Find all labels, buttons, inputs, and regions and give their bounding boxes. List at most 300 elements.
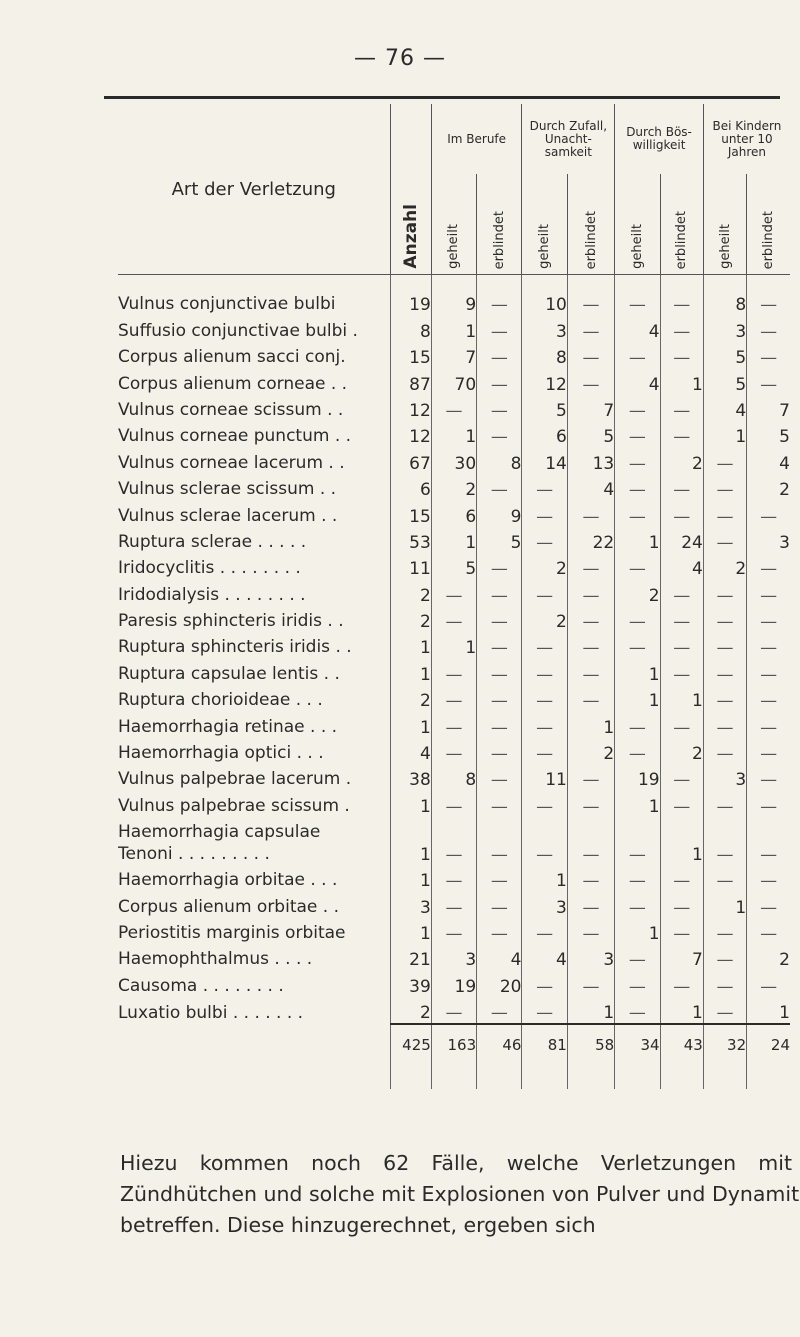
row-value: — [431,997,476,1024]
row-value: — [747,342,790,368]
row-value: 1 [390,790,431,816]
row-value: — [703,527,746,553]
row-value: — [615,447,660,473]
row-value: 5 [431,553,476,579]
row-value: — [747,817,790,865]
table-row [118,891,790,917]
row-value: — [477,790,522,816]
row-value: — [615,970,660,996]
row-value: 13 [567,447,614,473]
row-value: 3 [747,527,790,553]
row-value: — [477,738,522,764]
row-value: — [477,632,522,658]
subheader-geheilt: geheilt [615,174,660,275]
row-value: — [747,764,790,790]
row-value: — [703,970,746,996]
row-value: 1 [615,658,660,684]
row-value: — [431,606,476,632]
row-value: — [522,579,567,605]
row-value: — [477,891,522,917]
table-row [118,658,790,684]
row-value: 24 [660,527,703,553]
row-value: — [522,632,567,658]
row-value: 1 [660,368,703,394]
row-value: 19 [615,764,660,790]
row-value: 2 [522,606,567,632]
row-value: — [477,579,522,605]
table-row [118,790,790,816]
row-value: 2 [660,447,703,473]
row-value: — [747,970,790,996]
row-value: — [567,970,614,996]
row-value: — [703,711,746,737]
row-value: 22 [567,527,614,553]
row-value: — [567,865,614,891]
total-value: 81 [522,1024,567,1065]
row-value: 1 [567,997,614,1024]
row-value: 5 [747,421,790,447]
row-label: Vulnus palpebrae scissum . [118,795,350,816]
row-label: Ruptura capsulae lentis . . [118,663,340,684]
row-value: — [615,997,660,1024]
row-value: 8 [477,447,522,473]
row-label: Vulnus sclerae scissum . . [118,479,337,500]
row-value: — [477,289,522,315]
row-value: 6 [522,421,567,447]
row-value: 14 [522,447,567,473]
row-value: 2 [390,685,431,711]
row-value: — [660,315,703,341]
row-value: 7 [431,342,476,368]
table-row [118,447,790,473]
row-value: 15 [390,342,431,368]
row-value: — [522,474,567,500]
row-value: — [477,711,522,737]
subheader-erblindet: erblindet [567,174,614,275]
row-value: 5 [522,395,567,421]
row-value: — [477,764,522,790]
table-row [118,970,790,996]
table-row [118,289,790,315]
row-value: — [747,738,790,764]
table-row [118,421,790,447]
row-value: 19 [390,289,431,315]
row-value: — [747,865,790,891]
row-value: — [477,997,522,1024]
row-value: — [660,606,703,632]
row-label: Vulnus corneae scissum . . [118,399,344,420]
row-value: — [660,579,703,605]
row-value: — [615,553,660,579]
group-header-kinder: Bei Kindern unter 10 Jahren [703,104,790,174]
row-value: 70 [431,368,476,394]
row-value: — [477,342,522,368]
row-value: 7 [660,944,703,970]
row-value: 5 [703,368,746,394]
column-header-anzahl: Anzahl [390,104,431,275]
row-value: — [660,918,703,944]
total-value: 46 [477,1024,522,1065]
row-label: Iridodialysis . . . . . . . . [118,584,306,605]
row-value: 1 [431,315,476,341]
row-value: — [431,395,476,421]
row-value: 21 [390,944,431,970]
row-value: 1 [431,632,476,658]
table-row [118,500,790,526]
row-label: Causoma . . . . . . . . [118,975,284,996]
row-value: — [477,865,522,891]
column-header-art: Art der Verletzung [118,104,390,275]
row-value: 5 [477,527,522,553]
row-value: — [522,970,567,996]
row-value: — [477,606,522,632]
row-value: — [703,817,746,865]
row-value: 38 [390,764,431,790]
row-label: Vulnus conjunctivae bulbi [118,294,336,315]
row-value: — [615,395,660,421]
row-value: 5 [703,342,746,368]
row-value: — [615,421,660,447]
row-value: 3 [431,944,476,970]
row-value: 39 [390,970,431,996]
row-value: — [660,632,703,658]
row-value: — [660,421,703,447]
row-value: — [703,865,746,891]
total-value: 425 [390,1024,431,1065]
row-value: 2 [747,474,790,500]
row-value: — [477,421,522,447]
row-value: — [660,711,703,737]
row-value: — [567,918,614,944]
row-value: 1 [703,891,746,917]
row-value: 4 [477,944,522,970]
row-value: 8 [390,315,431,341]
row-value: 12 [390,421,431,447]
row-value: — [477,817,522,865]
row-value: 3 [522,891,567,917]
total-value: 58 [567,1024,614,1065]
row-label: Haemorrhagia retinae . . . [118,716,338,737]
row-value: — [431,790,476,816]
row-value: 2 [390,606,431,632]
row-value: — [660,342,703,368]
tail-row [118,1065,790,1089]
row-value: — [703,918,746,944]
row-value: — [660,658,703,684]
row-value: 5 [567,421,614,447]
row-value: — [747,790,790,816]
row-value: — [522,918,567,944]
total-value: 24 [747,1024,790,1065]
subheader-geheilt: geheilt [431,174,476,275]
row-value: 53 [390,527,431,553]
row-value: 2 [615,579,660,605]
total-value: 32 [703,1024,746,1065]
row-value: — [522,527,567,553]
row-label: Periostitis marginis orbitae [118,922,346,943]
row-value: — [703,632,746,658]
table-row [118,685,790,711]
row-value: 6 [390,474,431,500]
table-row [118,817,790,865]
table-row [118,711,790,737]
row-label: Haemorrhagia orbitae . . . [118,870,338,891]
paragraph-line: betreffen. Diese hinzugerechnet, ergeben sich [120,1213,596,1237]
row-value: — [615,606,660,632]
group-header-zufall: Durch Zufall, Unacht- samkeit [522,104,615,174]
row-value: — [431,738,476,764]
row-value: 4 [522,944,567,970]
row-value: 2 [567,738,614,764]
row-value: — [431,685,476,711]
row-label: Iridocyclitis . . . . . . . . [118,558,301,579]
row-value: 15 [390,500,431,526]
row-value: — [615,711,660,737]
row-value: 2 [390,997,431,1024]
row-value: 4 [615,368,660,394]
table-row [118,865,790,891]
body-paragraph [120,1148,800,1241]
row-value: — [747,368,790,394]
table-row [118,579,790,605]
row-label: Vulnus corneae lacerum . . [118,452,345,473]
row-value: 30 [431,447,476,473]
row-value: — [660,970,703,996]
row-value: 12 [522,368,567,394]
table-row [118,944,790,970]
row-value: — [567,790,614,816]
row-value: — [522,817,567,865]
group-header-beruf: Im Berufe [431,104,522,174]
row-value: — [615,289,660,315]
row-label: Ruptura sclerae . . . . . [118,531,307,552]
row-value: — [431,918,476,944]
row-value: — [567,342,614,368]
table-row [118,474,790,500]
row-value: — [522,790,567,816]
table-row [118,395,790,421]
row-value: — [477,658,522,684]
row-value: 2 [522,553,567,579]
table-row [118,606,790,632]
row-value: — [747,606,790,632]
injury-statistics-table [118,104,790,1089]
row-value: — [567,606,614,632]
row-value: — [522,711,567,737]
row-value: — [567,553,614,579]
row-value: — [615,474,660,500]
row-value: 3 [703,315,746,341]
row-value: — [615,500,660,526]
subheader-erblindet: erblindet [477,174,522,275]
row-value: — [703,606,746,632]
row-value: — [703,738,746,764]
row-value: 8 [431,764,476,790]
row-value: 2 [703,553,746,579]
row-label: Vulnus palpebrae lacerum . [118,769,352,790]
row-value: 87 [390,368,431,394]
row-value: — [567,817,614,865]
row-value: — [747,632,790,658]
table-row [118,764,790,790]
row-value: 1 [615,918,660,944]
row-value: — [522,685,567,711]
row-label: Haemophthalmus . . . . [118,949,313,970]
row-value: 6 [431,500,476,526]
row-value: 9 [431,289,476,315]
row-value: — [567,579,614,605]
row-value: 20 [477,970,522,996]
row-value: 8 [703,289,746,315]
row-value: — [615,944,660,970]
row-value: — [703,944,746,970]
total-value: 163 [431,1024,476,1065]
subheader-erblindet: erblindet [660,174,703,275]
row-value: — [567,368,614,394]
group-header-boeswilligkeit: Durch Bös- willigkeit [615,104,704,174]
table-row [118,918,790,944]
table-row [118,368,790,394]
row-value: — [567,685,614,711]
row-value: — [660,500,703,526]
row-value: — [477,553,522,579]
total-value: 43 [660,1024,703,1065]
table-row [118,342,790,368]
row-value: 8 [522,342,567,368]
row-value: 1 [431,527,476,553]
row-value: — [747,500,790,526]
row-value: — [431,579,476,605]
row-value: 1 [615,527,660,553]
row-value: — [747,553,790,579]
paragraph-line: Zündhütchen und solche mit Explosionen von Pulver und Dynamit [120,1182,800,1206]
row-value: — [747,685,790,711]
row-label: Haemorrhagia optici . . . [118,743,324,764]
row-value: — [660,289,703,315]
row-value: 1 [660,817,703,865]
row-value: — [615,865,660,891]
row-value: — [747,918,790,944]
row-label: Ruptura sphincteris iridis . . [118,637,352,658]
row-value: 2 [660,738,703,764]
row-label: Corpus alienum orbitae . . [118,896,339,917]
row-value: — [615,817,660,865]
row-label: Corpus alienum corneae . . [118,373,348,394]
row-value: — [567,289,614,315]
row-value: — [615,891,660,917]
row-value: — [615,342,660,368]
row-value: — [567,764,614,790]
row-value: 7 [747,395,790,421]
row-value: — [703,790,746,816]
row-value: 1 [615,685,660,711]
row-value: 4 [747,447,790,473]
row-label: Vulnus sclerae lacerum . . [118,505,338,526]
row-value: — [747,315,790,341]
spacer-row [118,275,790,290]
row-value: — [522,658,567,684]
row-value: — [567,500,614,526]
row-value: 2 [431,474,476,500]
row-value: — [477,474,522,500]
row-value: 4 [615,315,660,341]
row-value: — [431,891,476,917]
row-value: — [567,891,614,917]
subheader-erblindet: erblindet [747,174,790,275]
row-value: — [522,997,567,1024]
row-value: — [703,500,746,526]
row-value: 4 [660,553,703,579]
row-label: Paresis sphincteris iridis . . [118,611,344,632]
row-value: 10 [522,289,567,315]
row-value: — [431,658,476,684]
row-value: 1 [390,817,431,865]
row-value: 12 [390,395,431,421]
table-row [118,632,790,658]
row-value: — [703,658,746,684]
row-value: 1 [390,865,431,891]
row-value: — [660,891,703,917]
row-value: 1 [390,918,431,944]
row-value: — [477,315,522,341]
row-value: — [703,447,746,473]
row-value: 1 [660,685,703,711]
row-value: — [477,918,522,944]
row-value: — [567,658,614,684]
row-value: — [660,790,703,816]
row-label: Luxatio bulbi . . . . . . . [118,1003,304,1024]
row-value: — [477,368,522,394]
row-value: — [660,764,703,790]
row-value: 11 [522,764,567,790]
table-row [118,997,790,1024]
row-value: — [431,711,476,737]
row-label: Corpus alienum sacci conj. [118,347,346,368]
row-value: 3 [703,764,746,790]
row-value: — [747,579,790,605]
row-value: 19 [431,970,476,996]
subheader-geheilt: geheilt [703,174,746,275]
row-value: 2 [390,579,431,605]
table-row [118,315,790,341]
row-value: — [660,474,703,500]
row-value: 1 [703,421,746,447]
row-value: — [615,738,660,764]
row-value: — [431,817,476,865]
row-value: 11 [390,553,431,579]
row-value: 2 [747,944,790,970]
row-value: — [660,395,703,421]
table-row [118,553,790,579]
row-value: — [660,865,703,891]
row-value: 4 [390,738,431,764]
table-top-rule [104,96,780,99]
row-label: Haemorrhagia capsulae Tenoni . . . . . . . . . [118,821,321,864]
row-value: 9 [477,500,522,526]
row-label: Vulnus corneae punctum . . [118,426,352,447]
row-value: 1 [522,865,567,891]
row-value: 1 [747,997,790,1024]
subheader-geheilt: geheilt [522,174,567,275]
row-value: 3 [522,315,567,341]
row-value: 3 [567,944,614,970]
row-value: 1 [390,658,431,684]
row-value: — [703,474,746,500]
row-value: — [747,658,790,684]
row-value: — [522,738,567,764]
table-row [118,738,790,764]
page-number: — 76 — [354,46,446,71]
